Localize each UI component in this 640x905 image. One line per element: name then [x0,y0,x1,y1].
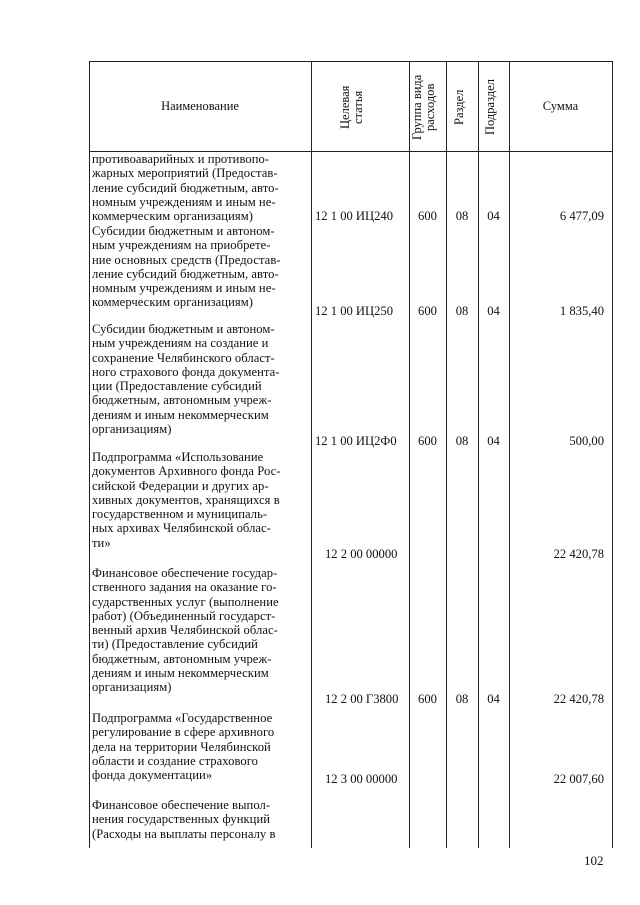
row-code: 12 2 00 00000 [325,547,398,561]
table-right-border [612,61,613,848]
row-subsection: 04 [487,692,500,706]
row-code: 12 1 00 ИЦ2Ф0 [315,434,397,448]
row-name: Финансовое обеспечение выпол- нения государственных функций (Расходы на выплаты персоналу в [92,798,276,841]
row-name: Подпрограмма «Государственное регулирование в сфере архивного дела на территории Челябинской области и создание страхового фонда документации» [92,711,275,783]
header-section: Раздел [452,89,466,125]
header-expense-group: Группа вида расходов [410,74,437,140]
col-divider [311,61,312,848]
budget-table [89,61,613,848]
row-amount: 500,00 [569,434,604,448]
row-name: Финансовое обеспечение государ- ственного задания на оказание го- сударственных услуг (выполнение работ) (Объединенный государст- венный архив Челябинской облас- ти) (Предоставление субсидий бюджетным, автономным учреж- дениям и иным некоммерческим организациям) [92,566,279,695]
row-subsection: 04 [487,304,500,318]
row-group: 600 [418,434,437,448]
row-name: Субсидии бюджетным и автоном- ным учреждениям на создание и сохранение Челябинского област- ного страхового фонда документа- ции (Предоставление субсидий бюджетным, автономным учреж- дениям и иным некоммерческим организациям) [92,322,280,437]
row-group: 600 [418,209,437,223]
row-name: противоаварийных и противопо- жарных мероприятий (Предостав- ление субсидий бюджетным, авто- номным учреждениям и иным не- коммерческим организациям) [92,152,279,224]
row-group: 600 [418,304,437,318]
col-divider [478,61,479,848]
row-group: 600 [418,692,437,706]
row-amount: 22 007,60 [553,772,604,786]
page-number: 102 [584,853,604,868]
col-divider [446,61,447,848]
row-code: 12 2 00 Г3800 [325,692,399,706]
row-name: Подпрограмма «Использование документов Архивного фонда Рос- сийской Федерации и других ар- хивных документов, хранящихся в государственном и муниципаль- ных архивах Челябинской облас- ти» [92,450,281,550]
row-amount: 1 835,40 [559,304,604,318]
row-code: 12 3 00 00000 [325,772,398,786]
table-left-border [89,61,90,848]
row-subsection: 04 [487,209,500,223]
table-top-border [89,61,613,62]
row-section: 08 [455,692,469,706]
row-section: 08 [455,304,469,318]
row-section: 08 [455,209,469,223]
col-divider [409,61,410,848]
row-code: 12 1 00 ИЦ240 [315,209,394,223]
row-subsection: 04 [487,434,500,448]
col-divider [509,61,510,848]
row-code: 12 1 00 ИЦ250 [315,304,394,318]
row-amount: 22 420,78 [553,547,604,561]
header-subsection: Подраздел [483,79,497,135]
row-name: Субсидии бюджетным и автоном- ным учреждениям на приобрете- ние основных средств (Предостав- ление субсидий бюджетным, авто- номным учреждениям и иным не- коммерческим организациям) [92,224,281,310]
row-amount: 6 477,09 [559,209,604,223]
row-amount: 22 420,78 [553,692,604,706]
row-section: 08 [455,434,469,448]
header-target-article: Целевая статья [338,85,365,129]
header-name: Наименование [161,99,239,113]
header-amount: Сумма [542,99,579,113]
